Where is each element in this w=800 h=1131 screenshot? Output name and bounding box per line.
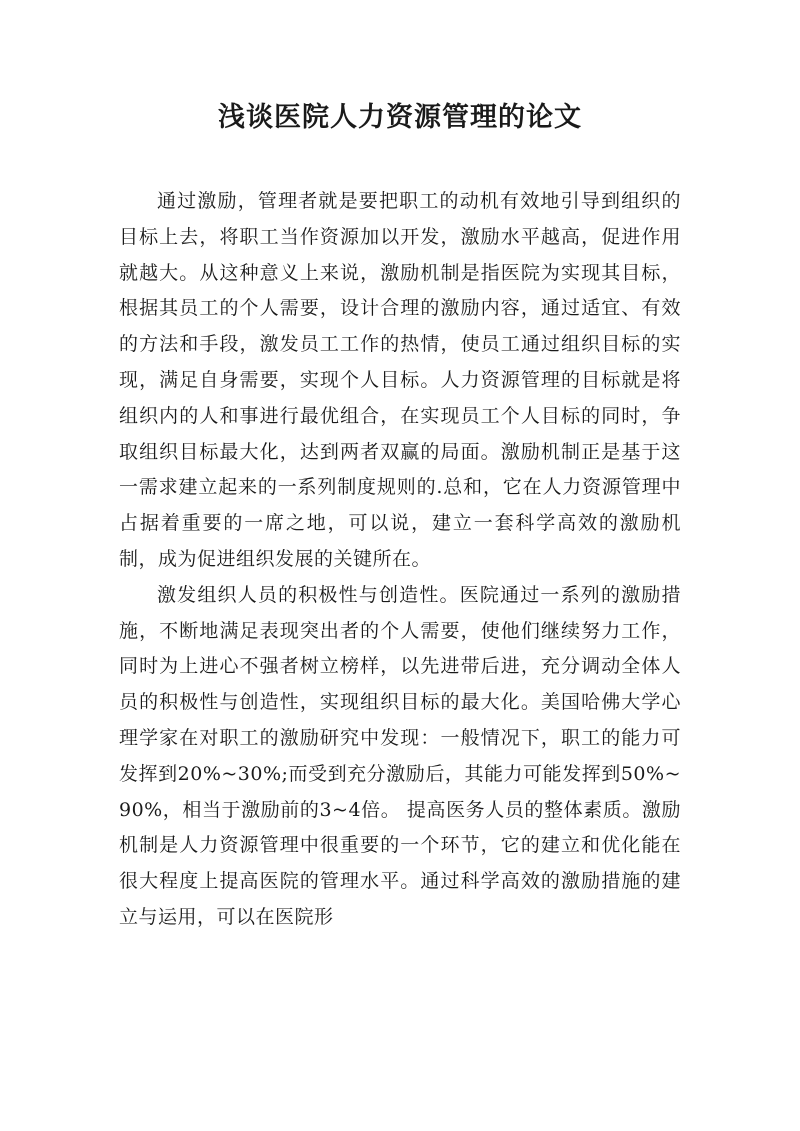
paragraph-incentive-mechanism: 通过激励，管理者就是要把职工的动机有效地引导到组织的目标上去，将职工当作资源加以开发，激励水平越高，促进作用就越大。从这种意义上来说，激励机制是指医院为实现其目标，根据其员工的个人需要，设计合理的激励内容，通过适宜、有效的方法和手段，激发员工工作的热情，使员工通过组织目标的实现，满足自身需要，实现个人目标。人力资源管理的目标就是将组织内的人和事进行最优组合，在实现员工个人目标的同时，争取组织目标最大化，达到两者双赢的局面。激励机制正是基于这一需求建立起来的一系列制度规则的.总和，它在人力资源管理中占据着重要的一席之地，可以说，建立一套科学高效的激励机制，成为促进组织发展的关键所在。 — [119, 190, 681, 570]
paragraph-motivation-effects: 激发组织人员的积极性与创造性。医院通过一系列的激励措施，不断地满足表现突出者的个人需要，使他们继续努力工作，同时为上进心不强者树立榜样，以先进带后进，充分调动全体人员的积极性与创造性，实现组织目标的最大化。美国哈佛大学心理学家在对职工的激励研究中发现：一般情况下，职工的能力可发挥到20%~30%;而受到充分激励后，其能力可能发挥到50%~90%，相当于激励前的3~4倍。 提高医务人员的整体素质。激励机制是人力资源管理中很重要的一个环节，它的建立和优化能在很大程度上提高医院的管理水平。通过科学高效的激励措施的建立与运用，可以在医院形 — [119, 583, 681, 928]
document-title: 浅谈医院人力资源管理的论文 — [218, 102, 582, 133]
document-body — [119, 184, 681, 936]
